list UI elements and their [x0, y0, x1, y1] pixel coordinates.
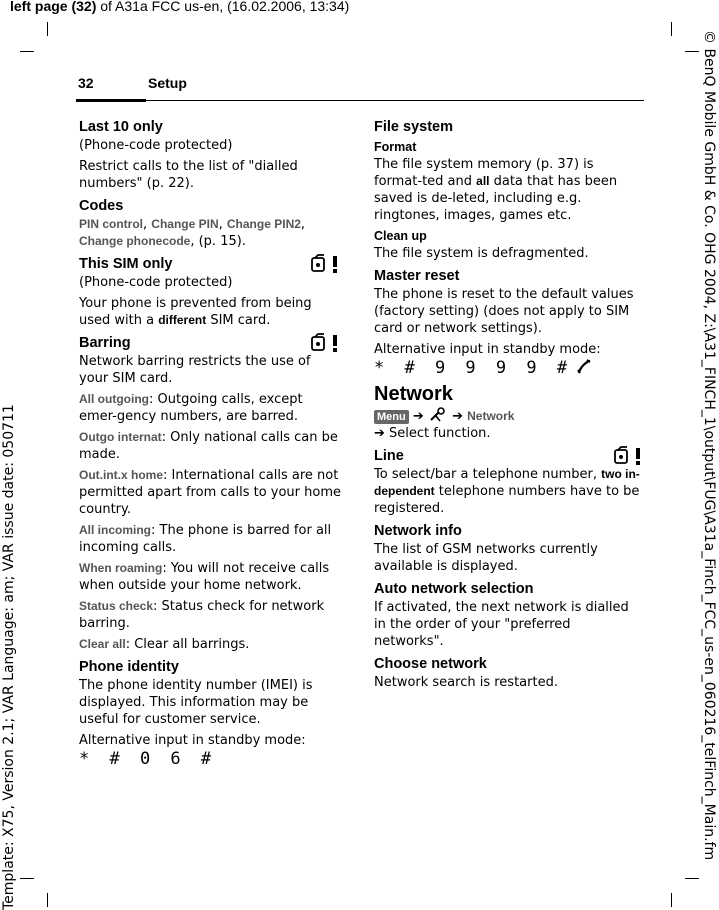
section-title — [374, 446, 644, 466]
crop-mark — [47, 893, 48, 907]
section-title: Network info — [374, 523, 462, 539]
header-rule — [146, 100, 644, 101]
text: SIM card. — [206, 313, 271, 328]
paragraph: The list of GSM networks currently available is displayed. — [374, 542, 598, 574]
separator: , — [143, 217, 152, 232]
paragraph: (Phone-code protected) — [79, 138, 233, 153]
key-sequence-row — [374, 358, 644, 378]
menu-key: All incoming — [79, 523, 151, 537]
paragraph: The phone identity number (IMEI) is displayed. This information may be useful for customer service. — [79, 678, 313, 727]
section-title-text: This SIM only — [79, 256, 173, 272]
menu-key: Status check — [79, 599, 154, 613]
section-title: Codes — [79, 198, 124, 214]
paragraph: Network barring restricts the use of your SIM card. — [79, 354, 311, 386]
emphasis: different — [158, 313, 207, 327]
section-title — [79, 333, 341, 353]
paragraph: (Phone-code protected) — [79, 275, 233, 290]
section-title — [79, 254, 341, 274]
paragraph: The phone is reset to the default values (factory setting) (does not apply to SIM card or network settings). — [374, 287, 634, 336]
text: Select function. — [389, 426, 491, 441]
sim-card-lock-icon — [309, 333, 341, 353]
text: : International calls are not permitted apart from calls to your home country. — [79, 468, 342, 517]
key-sequence: * # 9 9 9 9 # — [374, 358, 573, 378]
barring-option — [79, 467, 341, 518]
page-title: Setup — [148, 75, 187, 91]
menu-key: Change PIN2 — [226, 217, 301, 231]
section-title: Auto network selection — [374, 581, 534, 597]
menu-path — [374, 407, 644, 425]
paragraph: Alternative input in standby mode: — [79, 733, 306, 748]
sim-card-lock-icon — [309, 254, 341, 274]
crop-mark — [685, 878, 699, 879]
crop-mark — [20, 51, 34, 52]
paragraph: If activated, the next network is dialled in the order of your "preferred networks". — [374, 600, 629, 649]
menu-key: PIN control — [79, 217, 144, 231]
menu-key: Out.int.x home — [79, 468, 163, 482]
subsection-title: Clean up — [374, 229, 427, 243]
text: To select/bar a telephone number, — [374, 467, 602, 482]
crop-mark — [20, 878, 34, 879]
right-column — [374, 117, 644, 695]
barring-option — [79, 636, 341, 653]
template-info-vertical: Template: X75, Version 2.1; VAR Language: am; VAR issue date: 050711 — [1, 404, 17, 910]
arrow-icon: ➔ — [412, 409, 424, 424]
menu-key: All outgoing — [79, 392, 149, 406]
page-number: 32 — [78, 75, 94, 91]
text: : Outgoing calls, except emer-gency numbers, are barred. — [79, 392, 303, 424]
chapter-title: Network — [374, 383, 453, 405]
menu-key: When roaming — [79, 561, 163, 575]
separator: , (p. 15). — [190, 234, 246, 249]
text: Your phone is prevented from being used with a — [79, 296, 312, 328]
section-title: Master reset — [374, 268, 460, 284]
paragraph — [374, 425, 644, 442]
paragraph — [79, 295, 341, 329]
header-rule-thick — [76, 99, 146, 102]
setup-wrench-icon — [428, 407, 448, 423]
paragraph — [374, 466, 644, 517]
text: The file system memory (p. 37) is format-ted and — [374, 157, 594, 189]
menu-key: Change phonecode — [79, 234, 191, 248]
print-header-page: left page (32) — [10, 0, 97, 14]
barring-option — [79, 522, 341, 556]
barring-option — [79, 429, 341, 463]
text: : You will not receive calls when outside your home network. — [79, 561, 330, 593]
crop-mark — [685, 51, 699, 52]
text: : Clear all barrings. — [125, 637, 250, 652]
barring-option — [79, 560, 341, 594]
separator: , — [300, 217, 306, 232]
print-header — [10, 0, 349, 14]
emphasis: two in-dependent — [374, 467, 640, 498]
text: : The phone is barred for all incoming calls. — [79, 523, 332, 555]
sim-card-lock-icon — [612, 446, 644, 466]
crop-mark — [671, 893, 672, 907]
print-header-info: of A31a FCC us-en, (16.02.2006, 13:34) — [96, 0, 350, 14]
menu-key: Change PIN — [151, 217, 219, 231]
section-title: Choose network — [374, 656, 487, 672]
key-sequence: * # 0 6 # — [79, 749, 217, 769]
menu-key: Network — [467, 409, 515, 423]
call-key-icon — [576, 359, 592, 375]
arrow-icon: ➔ — [374, 426, 385, 441]
paragraph: The file system is defragmented. — [374, 246, 589, 261]
menu-softkey: Menu — [374, 410, 409, 424]
crop-mark — [47, 22, 48, 36]
left-column — [79, 117, 341, 769]
separator: , — [218, 217, 227, 232]
menu-key: Clear all — [79, 637, 126, 651]
text: : Only national calls can be made. — [79, 430, 338, 462]
subsection-title: Format — [374, 140, 417, 154]
paragraph — [374, 156, 644, 224]
section-title: Last 10 only — [79, 119, 163, 135]
menu-key: Outgo internat — [79, 430, 162, 444]
section-title-text: Line — [374, 448, 404, 464]
emphasis: all — [476, 174, 490, 188]
text: : Status check for network barring. — [79, 599, 325, 631]
paragraph — [79, 216, 341, 250]
barring-option — [79, 598, 341, 632]
crop-mark — [671, 22, 672, 36]
text: telephone numbers have to be registered. — [374, 484, 640, 516]
arrow-icon: ➔ — [452, 409, 463, 424]
section-title: Phone identity — [79, 659, 179, 675]
copyright-path-vertical: © BenQ Mobile GmbH & Co. OHG 2004, Z:\A31_FINCH_1\output\FUG\A31a_Finch_FCC_us-en_060216_telFinch_Main.fm — [701, 30, 717, 861]
section-title: File system — [374, 119, 453, 135]
paragraph: Network search is restarted. — [374, 675, 558, 690]
text: data that has been saved is de-leted, including e.g. ringtones, images, games etc. — [374, 174, 618, 223]
section-title-text: Barring — [79, 335, 131, 351]
barring-option — [79, 391, 341, 425]
paragraph: Restrict calls to the list of "dialled numbers" (p. 22). — [79, 159, 298, 191]
paragraph: Alternative input in standby mode: — [374, 342, 601, 357]
